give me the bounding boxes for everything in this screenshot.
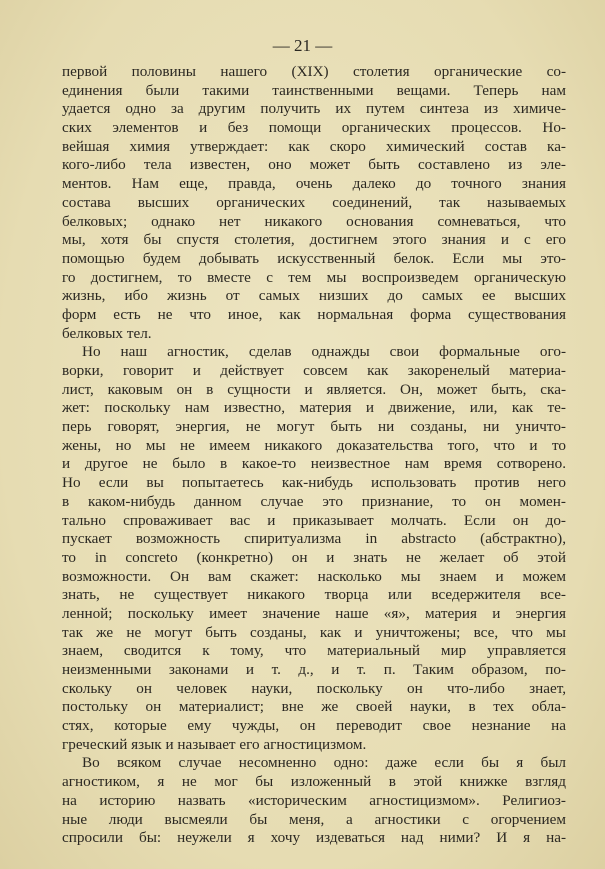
text-line: Но наш агностик, сделав однажды свои формальные ого- xyxy=(82,343,566,361)
text-line: жизнь, ибо жизнь от самых низших до самых ее высших xyxy=(62,287,566,305)
text-line: постольку он материалист; вне же своей науки, в тех обла- xyxy=(62,698,566,716)
text-line: стях, которые ему чужды, он переводит свое незнание на xyxy=(62,717,566,735)
text-line: возможности. Он вам скажет: насколько мы знаем и можем xyxy=(62,567,566,585)
text-line: белковых; однако нет никакого основания сомневаться, что xyxy=(62,212,566,230)
text-line: знать, не существует никакого творца или вседержителя все- xyxy=(62,586,566,604)
paragraph xyxy=(62,343,566,754)
text-line: форм есть не что иное, как нормальная форма существования xyxy=(62,305,566,323)
text-line: ских элементов и без помощи органических процессов. Но- xyxy=(62,119,566,137)
text-line: ворки, говорит и действует совсем как закоренелый материа- xyxy=(62,362,566,379)
text-line: греческий язык и называет его агностицизмом. xyxy=(62,735,367,753)
text-line: пускает возможность спиритуализма in abstracto (абстрактно), xyxy=(62,530,566,548)
text-line: жены, но мы не имеем никакого доказательства того, что и то xyxy=(62,436,566,454)
text-line: состава высших органических соединений, так называемых xyxy=(62,193,566,211)
text-line: единения были такими таинственными вещами. Теперь нам xyxy=(62,81,566,99)
text-line: тально спроваживает вас и приказывает молчать. Если он до- xyxy=(62,511,566,529)
text-line: неизменными законами и т. д., и т. п. Таким образом, по- xyxy=(62,661,566,678)
text-line: на историю назвать «историческим агностицизмом». Религиоз- xyxy=(62,791,566,809)
text-line: первой половины нашего (XIX) столетия органические со- xyxy=(62,63,566,80)
text-line: вейшая химия утверждает: как скоро химический состав ка- xyxy=(62,137,566,155)
text-line: лист, каковым он в сущности и является. Он, может быть, ска- xyxy=(62,380,566,398)
text-line: мы, хотя бы спустя столетия, достигнем этого знания и с его xyxy=(62,231,566,249)
text-line: и другое не было в какое-то неизвестное нам время сотворено. xyxy=(62,455,566,473)
text-line: так же не могут быть созданы, как и уничтожены; все, что мы xyxy=(62,623,566,641)
text-line: спросили бы: неужели я хочу издеваться над ними? И я на- xyxy=(62,829,566,847)
text-line: удается одно за другим получить их путем синтеза из химиче- xyxy=(62,100,566,118)
text-line: скольку он человек науки, поскольку он что-либо знает, xyxy=(62,679,566,697)
text-line: в каком-нибудь данном случае это признание, то он момен- xyxy=(62,492,566,510)
text-line: агностиком, я не мог бы изложенный в этой книжке взгляд xyxy=(62,773,566,791)
text-line: го достигнем, то вместе с тем мы воспроизведем органическую xyxy=(62,268,566,286)
paragraph xyxy=(62,63,566,343)
body-text xyxy=(62,63,566,848)
text-line: помощью будем добывать искусственный белок. Если мы это- xyxy=(62,249,566,267)
text-line: белковых тел. xyxy=(62,324,152,342)
text-line: ментов. Нам еще, правда, очень далеко до точного знания xyxy=(62,175,566,193)
text-line: ные люди высмеяли бы меня, а агностики с огорчением xyxy=(62,810,566,828)
text-line: то in concreto (конкретно) он и знать не желает об этой xyxy=(62,548,566,566)
text-line: ленной; поскольку имеет значение наше «я», материя и энергия xyxy=(62,604,566,622)
text-line: Но если вы попытаетесь как-нибудь использовать против него xyxy=(62,474,566,492)
text-line: знаем, сводится к тому, что материальный мир управляется xyxy=(62,642,566,660)
text-line: жет: поскольку нам известно, материя и движение, или, как те- xyxy=(62,399,566,417)
text-line: Во всяком случае несомненно одно: даже если бы я был xyxy=(82,754,566,772)
text-line: перь говорят, энергия, не могут быть ни созданы, ни уничто- xyxy=(62,418,566,436)
text-line: кого-либо тела известен, оно может быть составлено из эле- xyxy=(62,156,566,174)
paragraph xyxy=(62,754,566,847)
page-number: — 21 — xyxy=(272,36,333,55)
